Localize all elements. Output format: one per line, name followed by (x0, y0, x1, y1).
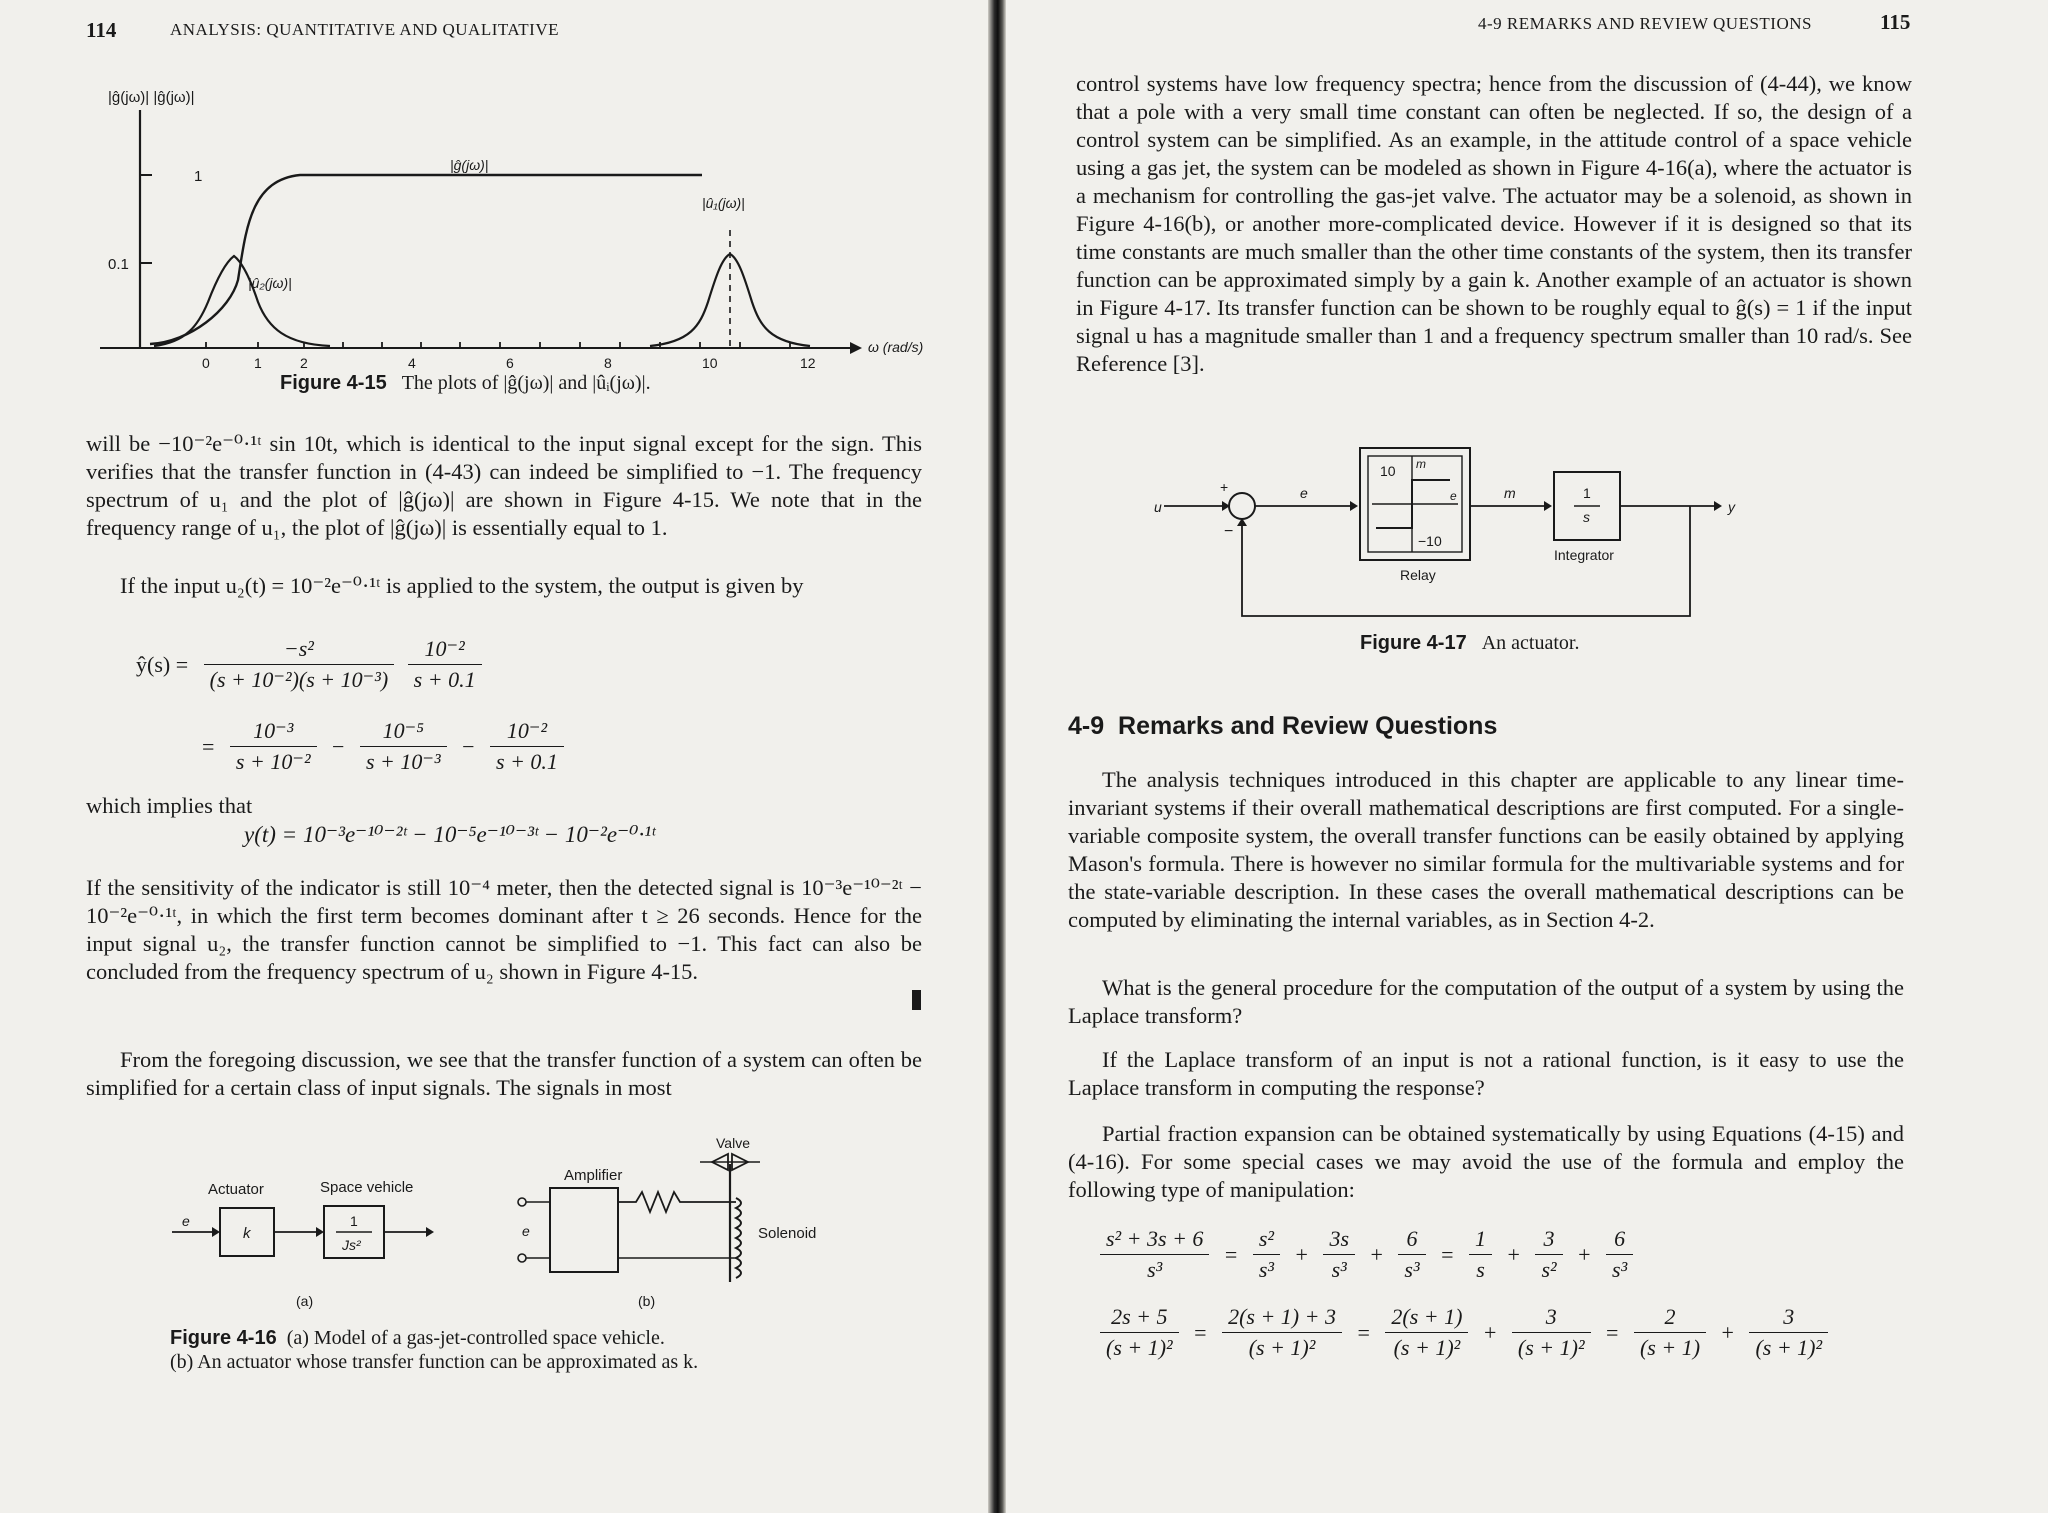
svg-text:s: s (1583, 509, 1590, 525)
x-axis-label: ω (rad/s) (868, 339, 924, 355)
figure-4-16 (160, 1128, 880, 1323)
left-page (0, 0, 990, 1513)
review-question: Partial fraction expansion can be obtained systematically by using Equations (4-15) and (4-16). For some special cases we may avoid the use of the formula and employ the following type of manipulation: (1068, 1121, 1904, 1202)
figure-4-15 (90, 80, 930, 394)
label-relay: Relay (1400, 567, 1436, 583)
svg-text:1: 1 (350, 1213, 358, 1229)
page-number: 114 (86, 18, 117, 42)
x-tick: 2 (300, 355, 308, 370)
svg-text:u: u (1154, 499, 1162, 515)
relay-actuator-diagram (1150, 436, 1810, 626)
curve-label: |û₂(jω)| (248, 275, 292, 291)
equation-y-hat: ŷ(s) = $\frac{\text{−s²}}{\text{(s + 10⁻²)(s + 10⁻³)}}$ $\frac{\text{10⁻²}}{s + 0.1}$ (130, 636, 486, 693)
review-question: What is the general procedure for the computation of the output of a system by using the Laplace transform? (1068, 975, 1904, 1028)
y-tick: 1 (194, 168, 203, 185)
label-actuator: Actuator (208, 1181, 264, 1198)
svg-text:+: + (1220, 479, 1229, 495)
curve-label: |û₁(jω)| (702, 195, 745, 211)
svg-text:e: e (182, 1213, 190, 1229)
svg-text:e: e (522, 1223, 530, 1239)
amplifier-block (550, 1188, 618, 1272)
running-head: 4-9 REMARKS AND REVIEW QUESTIONS (1478, 14, 1812, 33)
x-tick: 0 (202, 355, 210, 370)
figure-caption: Figure 4-17 An actuator. (1360, 632, 1580, 654)
y-tick: 0.1 (108, 256, 129, 273)
paragraph: If the sensitivity of the indicator is still 10⁻⁴ meter, then the detected signal is 10⁻³e⁻¹⁰⁻²ᵗ − 10⁻²e⁻⁰·¹ᵗ, in which the first term becomes dominant after t ≥ 26 seconds. Hence for the input signal u₂, the transfer function cannot be simplified to −1. This fact can also be concluded from the frequency spectrum of u₂ shown in Figure 4-15. (86, 875, 922, 984)
equation-partial-fraction-1: $\frac{\text{s² + 3s + 6}}{\text{s³}}$ = $\frac{\text{s²}}{\text{s³}}$ + $\frac{3s}{\text{s³}}$ + $\frac{6}{\text{s³}}$ = $\frac{1}{s}$ + $\frac{3}{\text{s²}}$ + $\frac{6}{\text{s³}}$ (1096, 1226, 1637, 1283)
paragraph: control systems have low frequency spectra; hence from the discussion of (4-44), we know that a pole with a very small time constant can often be neglected. If so, the design of a control system can be simplified. As an example, in the attitude control of a space vehicle using a gas jet, the system can be modeled as shown in Figure 4-16(a), where the actuator is a mechanism for controlling the gas-jet valve. The actuator may be a solenoid, as shown in Figure 4-16(b), or another more-complicated device. However if it is designed so that its time constants are much smaller than the other time constants of the system, then its transfer function can be approximated simply by a gain k. Another example of an actuator is shown in Figure 4-17. Its transfer function can be shown to be roughly equal to ĝ(s) = 1 if the input signal u has a magnitude smaller than 1 and a frequency spectrum smaller than 10 rad/s. See Reference [3]. (1076, 71, 1912, 376)
equation-partial-fraction-2: $\frac{2s + 5}{\text{(s + 1)²}}$ = $\frac{2(s + 1) + 3}{\text{(s + 1)²}}$ = $\frac{2(s + 1)}{\text{(s + 1)²}}$ + $\frac{3}{\text{(s + 1)²}}$ = $\frac{2}{(s + 1)}$ + $\frac{3}{\text{(s + 1)²}}$ (1096, 1304, 1832, 1361)
u2-spectrum (154, 256, 330, 346)
x-axis-arrow-icon (850, 342, 862, 354)
x-tick: 12 (800, 355, 816, 370)
section-heading: 4-9 Remarks and Review Questions (1068, 712, 1498, 740)
svg-text:y: y (1728, 499, 1735, 515)
x-tick: 6 (506, 355, 514, 370)
svg-text:e: e (1300, 485, 1308, 501)
paragraph: The analysis techniques introduced in this chapter are applicable to any linear time-invariant systems if their overall mathematical descriptions are first computed. For a single-variable composite system, the overall transfer functions can be easily obtained by applying Mason's formula. There is however no similar formula for the multivariable systems and for the state-variable description. In these cases the overall mathematical descriptions can be computed by eliminating the internal variables, as in Section 4-2. (1068, 767, 1904, 932)
paragraph: will be −10⁻²e⁻⁰·¹ᵗ sin 10t, which is identical to the input signal except for the sign. This verifies that the transfer function in (4-43) can indeed be simplified to −1. The frequency spectrum of u₁ and the plot of |ĝ(jω)| are shown in Figure 4-15. We note that in the frequency range of u₁, the plot of |ĝ(jω)| is essentially equal to 1. (86, 431, 922, 540)
x-tick: 8 (604, 355, 612, 370)
svg-text:−10: −10 (1418, 533, 1442, 549)
summing-junction-icon (1229, 493, 1255, 519)
equation-y-t: y(t) = 10⁻³e⁻¹⁰⁻²ᵗ − 10⁻⁵e⁻¹⁰⁻³ᵗ − 10⁻²e⁻⁰·¹ᵗ (244, 822, 655, 847)
y-axis-label: |ĝ(jω)| |ĝ(jω)| (108, 89, 195, 106)
svg-text:1: 1 (1583, 485, 1591, 501)
end-of-proof-mark (912, 990, 921, 1010)
actuator-diagram (160, 1128, 880, 1318)
label-integrator: Integrator (1554, 547, 1614, 563)
curve-label: |ĝ(jω)| (450, 157, 489, 173)
label-solenoid: Solenoid (758, 1225, 817, 1242)
paragraph: which implies that (86, 793, 253, 818)
figure-4-17 (1150, 436, 1810, 631)
page-number: 115 (1880, 10, 1911, 34)
svg-text:10: 10 (1380, 463, 1396, 479)
svg-text:m: m (1504, 485, 1516, 501)
svg-text:k: k (243, 1225, 251, 1242)
svg-text:e: e (1450, 489, 1457, 503)
paragraph: From the foregoing discussion, we see that the transfer function of a system can often be simplified for a certain class of input signals. The signals in most (86, 1047, 922, 1100)
equation-partial-fractions: = $\frac{\text{10⁻³}}{\text{s + 10⁻²}}$ − $\frac{\text{10⁻⁵}}{\text{s + 10⁻³}}$ − $\frac{\text{10⁻²}}{s + 0.1}$ (196, 718, 568, 775)
label-b: (b) (638, 1293, 656, 1309)
figure-caption: Figure 4-15 The plots of |ĝ(jω)| and |ûᵢ(jω)|. (280, 372, 651, 394)
x-tick: 4 (408, 355, 416, 370)
x-tick: 10 (702, 355, 718, 370)
label-amplifier: Amplifier (564, 1167, 623, 1184)
solenoid-coil-icon (736, 1198, 741, 1278)
g-curve (150, 175, 702, 344)
figure-caption: Figure 4-16 (a) Model of a gas-jet-controlled space vehicle. (b) An actuator whose transfer function can be approximated as k. (170, 1327, 699, 1373)
right-page (1000, 0, 2048, 1513)
label-a: (a) (296, 1293, 314, 1309)
svg-text:−: − (1224, 523, 1234, 540)
running-head: ANALYSIS: QUANTITATIVE AND QUALITATIVE (170, 20, 559, 39)
svg-text:m: m (1416, 457, 1426, 471)
review-question: If the Laplace transform of an input is not a rational function, is it easy to use the Laplace transform in computing the response? (1068, 1047, 1904, 1100)
paragraph: If the input u₂(t) = 10⁻²e⁻⁰·¹ᵗ is applied to the system, the output is given by (120, 573, 804, 598)
svg-text:Js²: Js² (342, 1237, 361, 1253)
label-space-vehicle: Space vehicle (320, 1179, 414, 1196)
label-valve: Valve (716, 1135, 750, 1151)
x-tick: 1 (254, 355, 262, 370)
frequency-plot (90, 80, 930, 370)
